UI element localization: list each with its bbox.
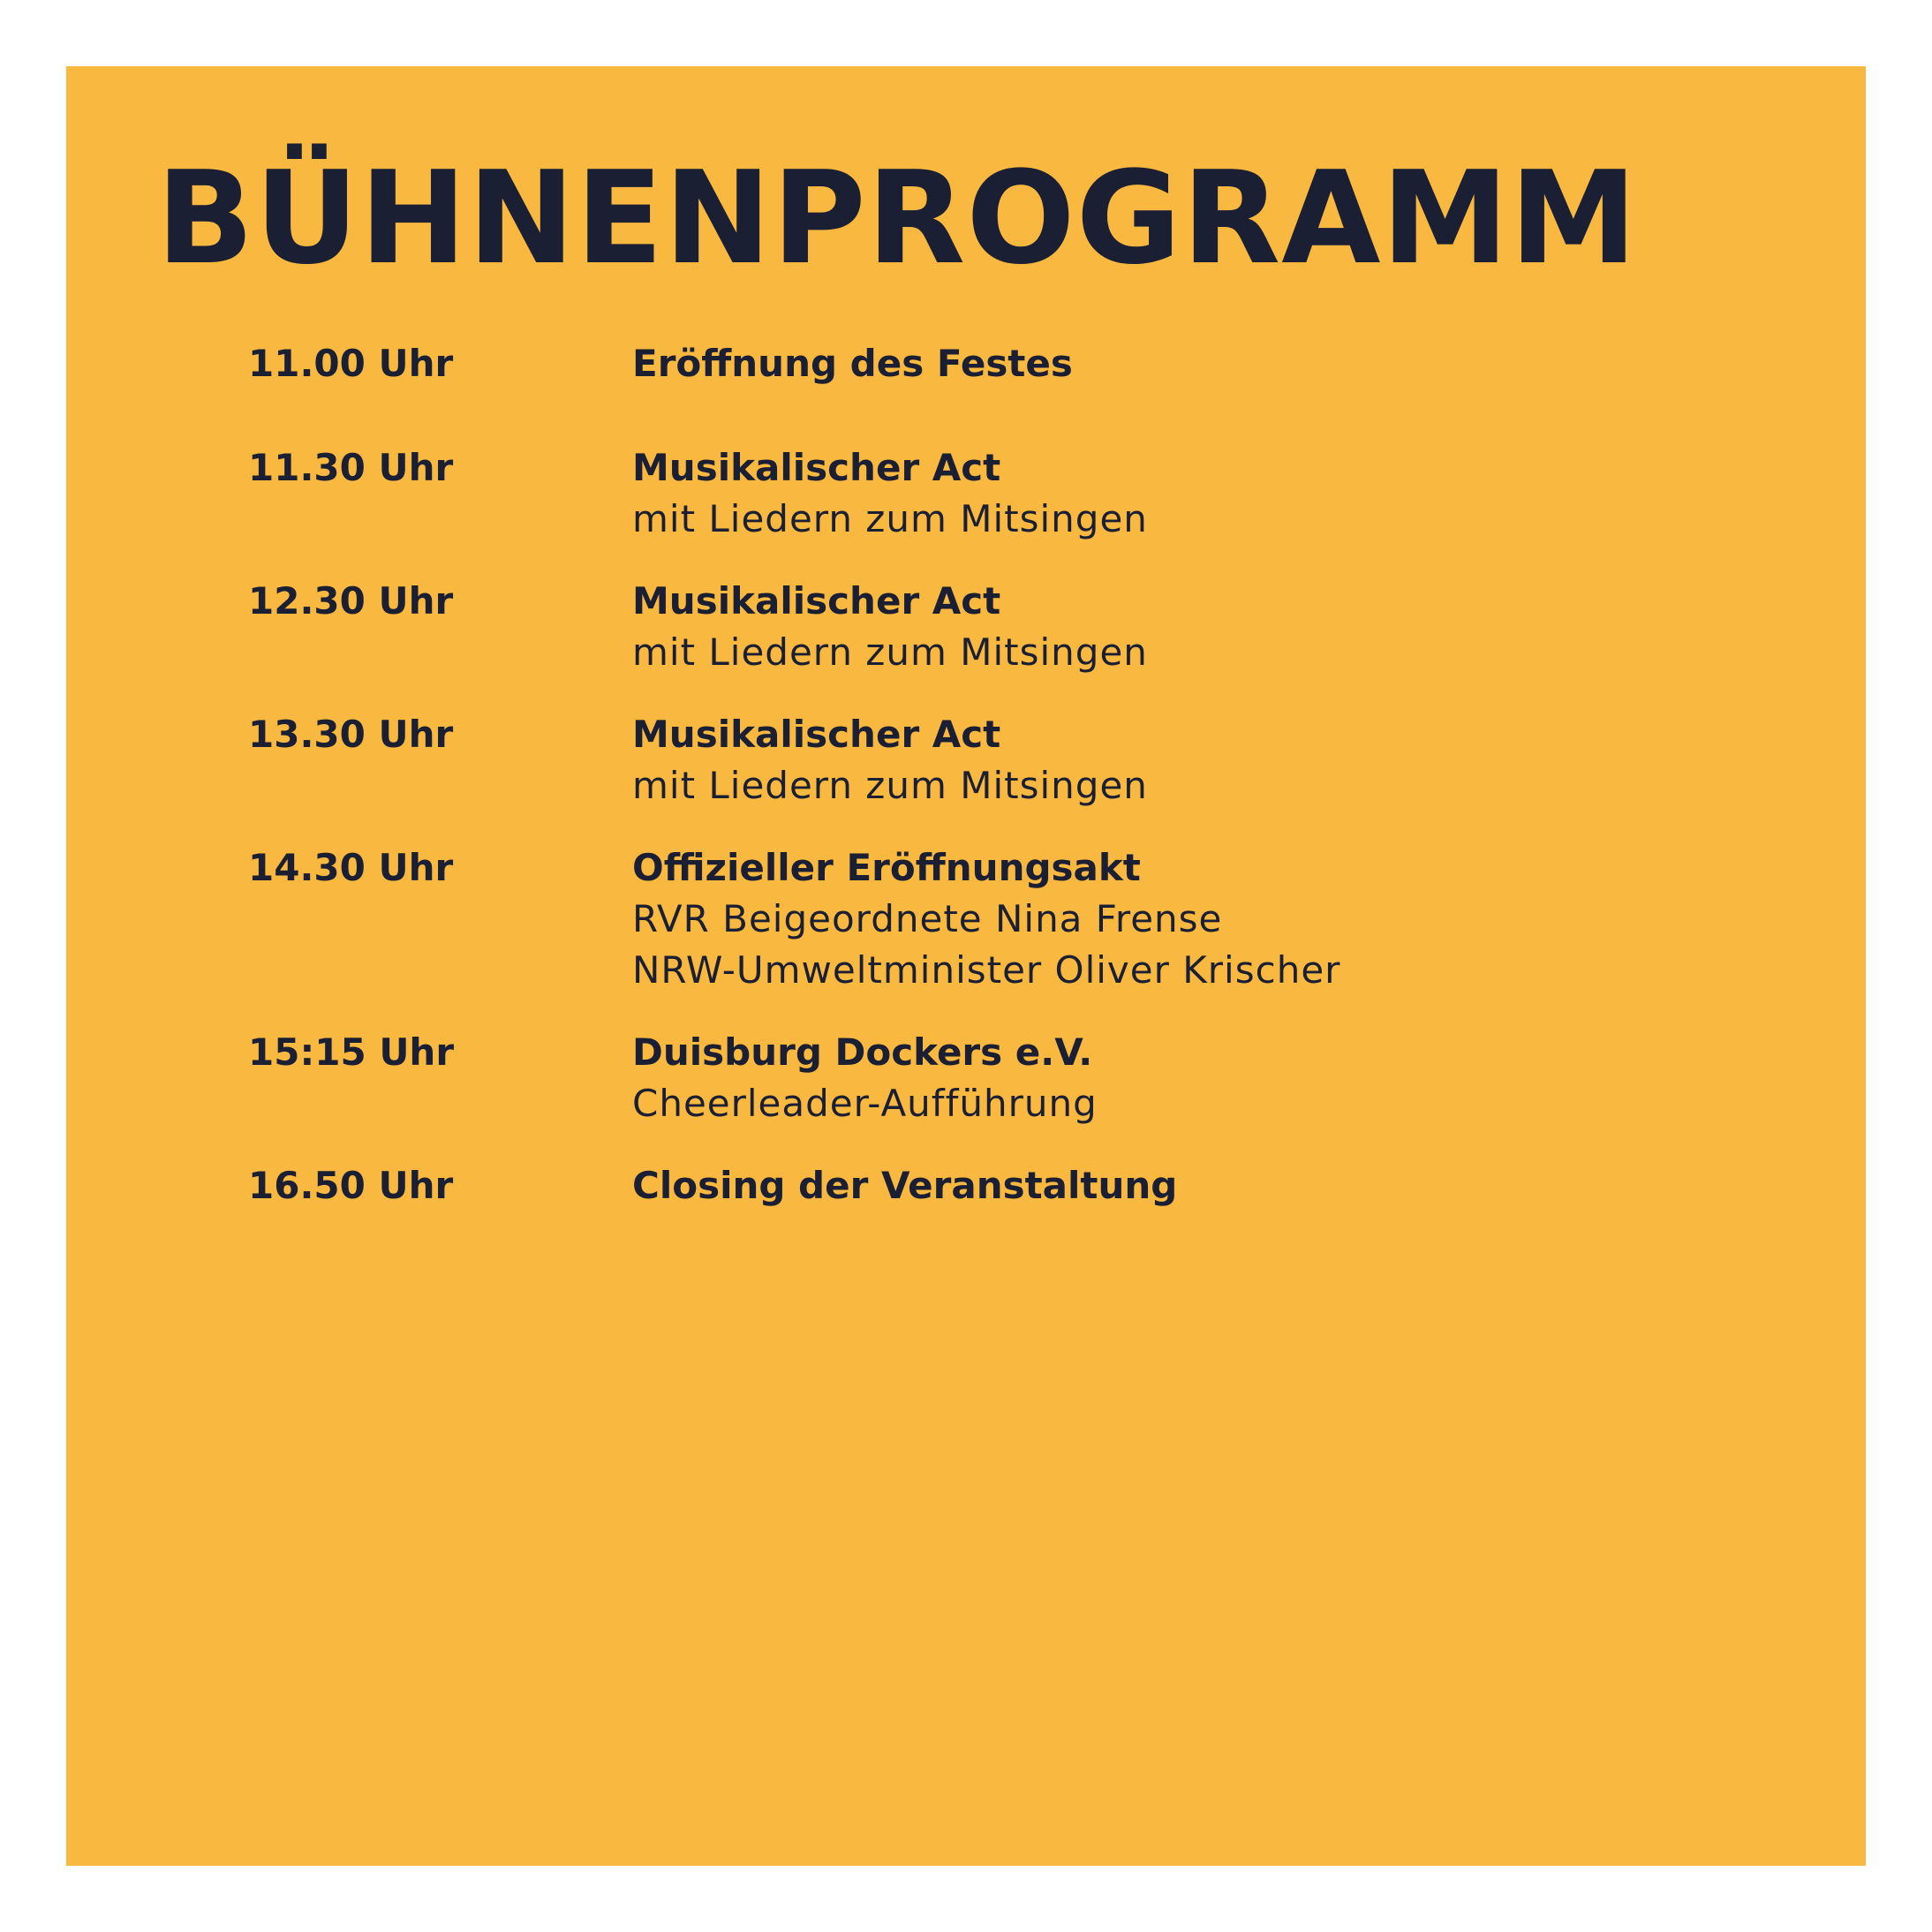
entry-title: Closing der Veranstaltung <box>632 1164 1178 1207</box>
entry-time: 13.30 Uhr <box>248 713 454 756</box>
entry-time: 11.30 Uhr <box>248 446 454 489</box>
entry-description: NRW-Umweltminister Oliver Krischer <box>632 948 1341 992</box>
entry-title: Duisburg Dockers e.V. <box>632 1030 1093 1074</box>
entry-time: 14.30 Uhr <box>248 846 454 889</box>
program-panel <box>66 66 1866 1866</box>
entry-description: RVR Beigeordnete Nina Frense <box>632 897 1223 940</box>
entry-description: mit Liedern zum Mitsingen <box>632 764 1148 807</box>
entry-body <box>632 576 1749 678</box>
page-title: BÜHNENPROGRAMM <box>156 144 1639 293</box>
program-entry <box>248 1027 1749 1129</box>
program-list <box>248 338 1749 1211</box>
entry-body <box>632 842 1749 996</box>
entry-description: mit Liedern zum Mitsingen <box>632 497 1148 540</box>
entry-body <box>632 1027 1749 1129</box>
entry-time: 15:15 Uhr <box>248 1030 455 1074</box>
entry-time: 16.50 Uhr <box>248 1164 454 1207</box>
entry-title: Eröffnung des Festes <box>632 342 1073 385</box>
program-entry <box>248 576 1749 678</box>
entry-title: Musikalischer Act <box>632 713 1001 756</box>
entry-body <box>632 442 1749 545</box>
entry-title: Offizieller Eröffnungsakt <box>632 846 1141 889</box>
entry-body <box>632 338 1749 389</box>
program-entry <box>248 842 1749 996</box>
entry-title: Musikalischer Act <box>632 579 1001 623</box>
entry-title: Musikalischer Act <box>632 446 1001 489</box>
program-entry <box>248 338 1749 389</box>
program-entry <box>248 442 1749 545</box>
entry-body <box>632 1160 1749 1211</box>
program-entry <box>248 709 1749 811</box>
entry-time: 11.00 Uhr <box>248 342 454 385</box>
entry-description: mit Liedern zum Mitsingen <box>632 630 1148 674</box>
entry-time: 12.30 Uhr <box>248 579 454 623</box>
entry-description: Cheerleader-Aufführung <box>632 1082 1098 1125</box>
program-entry <box>248 1160 1749 1211</box>
entry-body <box>632 709 1749 811</box>
